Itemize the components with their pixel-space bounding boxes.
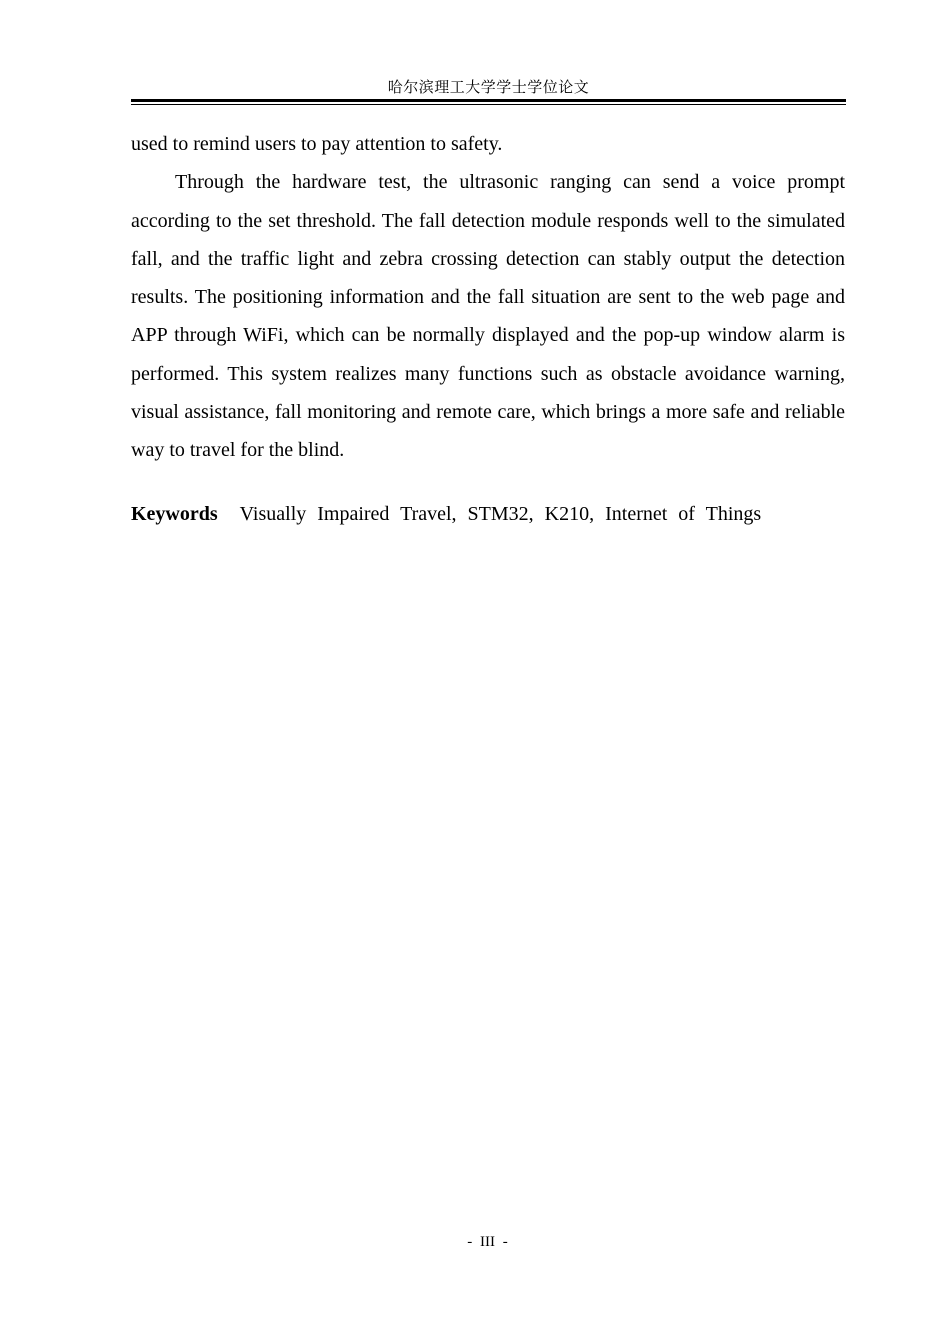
header-rule-thick xyxy=(131,99,846,102)
continuation-paragraph: used to remind users to pay attention to safety. xyxy=(131,133,503,155)
header-rule-thin xyxy=(131,104,846,105)
running-header: 哈尔滨理工大学学士学位论文 xyxy=(387,80,590,96)
keywords-line xyxy=(131,495,845,533)
page-number: - III - xyxy=(467,1234,508,1250)
abstract-paragraph: Through the hardware test, the ultrasonic ranging can send a voice prompt according to the set threshold. The fall detection module responds well to the simulated fall, and the traffic light and zebra crossing detection can stably output the detection results. The positioning information and the fall situation are sent to the web page and APP through WiFi, which can be normally displayed and the pop-up window alarm is performed. This system realizes many functions such as obstacle avoidance warning, visual assistance, fall monitoring and remote care, which brings a more safe and reliable way to travel for the blind. xyxy=(131,171,845,462)
keywords-values: Visually Impaired Travel, STM32, K210, Internet of Things xyxy=(239,503,762,525)
abstract-body xyxy=(131,125,845,470)
keywords-label: Keywords xyxy=(131,503,218,525)
